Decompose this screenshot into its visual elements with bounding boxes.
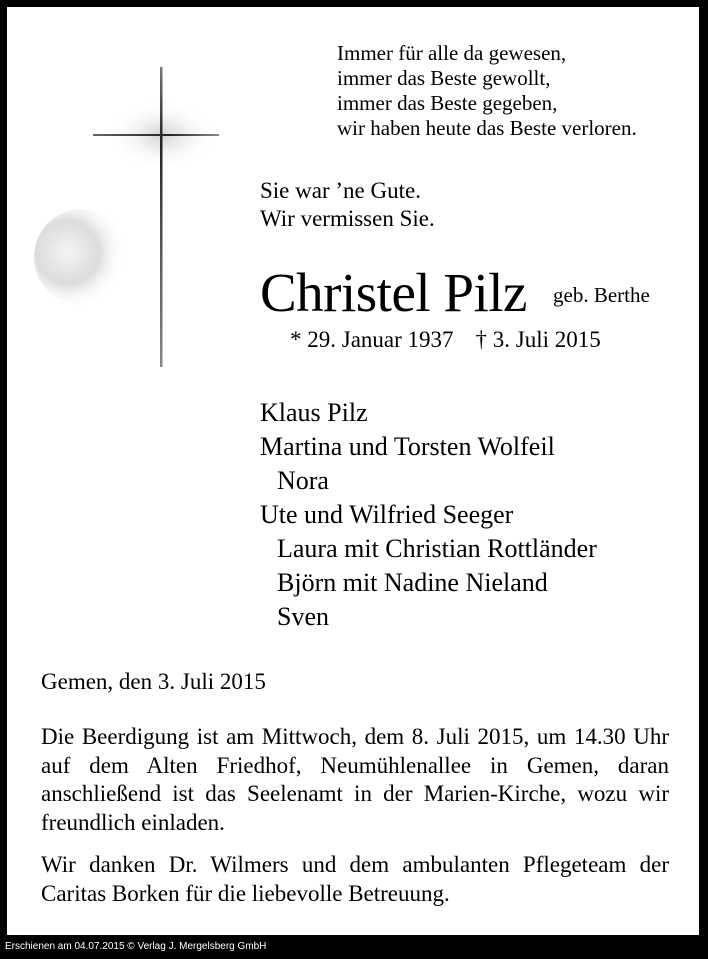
birth-date: * 29. Januar 1937	[290, 327, 454, 352]
cross-icon	[7, 7, 247, 387]
family-member: Laura mit Christian Rottländer	[277, 534, 597, 563]
place-date: Gemen, den 3. Juli 2015	[41, 669, 266, 694]
family-member: Martina und Torsten Wolfeil	[260, 432, 555, 461]
poem	[337, 41, 637, 141]
family-list	[260, 396, 597, 634]
obituary-card	[7, 7, 699, 935]
family-member: Björn mit Nadine Nieland	[277, 568, 548, 597]
maiden-name: geb. Berthe	[553, 283, 650, 307]
funeral-info: Die Beerdigung ist am Mittwoch, dem 8. Juli 2015, um 14.30 Uhr auf dem Alten Friedhof, Neumühlenallee in Gemen, daran anschließend ist das Seelenamt in der Marien-Kirche, wozu wir freundlich einladen.	[41, 724, 669, 835]
thanks-text: Wir danken Dr. Wilmers und dem ambulanten Pflegeteam der Caritas Borken für die liebevolle Betreuung.	[41, 852, 669, 906]
death-date: † 3. Juli 2015	[475, 327, 601, 352]
life-dates	[290, 325, 601, 355]
poem-line: wir haben heute das Beste verloren.	[337, 116, 637, 140]
publication-footer: Erschienen am 04.07.2015 © Verlag J. Mergelsberg GmbH	[5, 941, 267, 952]
family-member: Nora	[277, 466, 329, 495]
deceased-name: Christel Pilz	[260, 262, 527, 323]
poem-line: immer das Beste gewollt,	[337, 66, 551, 90]
family-member: Ute und Wilfried Seeger	[260, 500, 514, 529]
tagline-line: Sie war ’ne Gute.	[260, 178, 421, 203]
tagline	[260, 177, 435, 233]
family-member: Sven	[277, 602, 329, 631]
family-member: Klaus Pilz	[260, 398, 368, 427]
moon-icon	[34, 209, 130, 305]
poem-line: immer das Beste gegeben,	[337, 91, 558, 115]
poem-line: Immer für alle da gewesen,	[337, 41, 567, 65]
tagline-line: Wir vermissen Sie.	[260, 206, 435, 231]
